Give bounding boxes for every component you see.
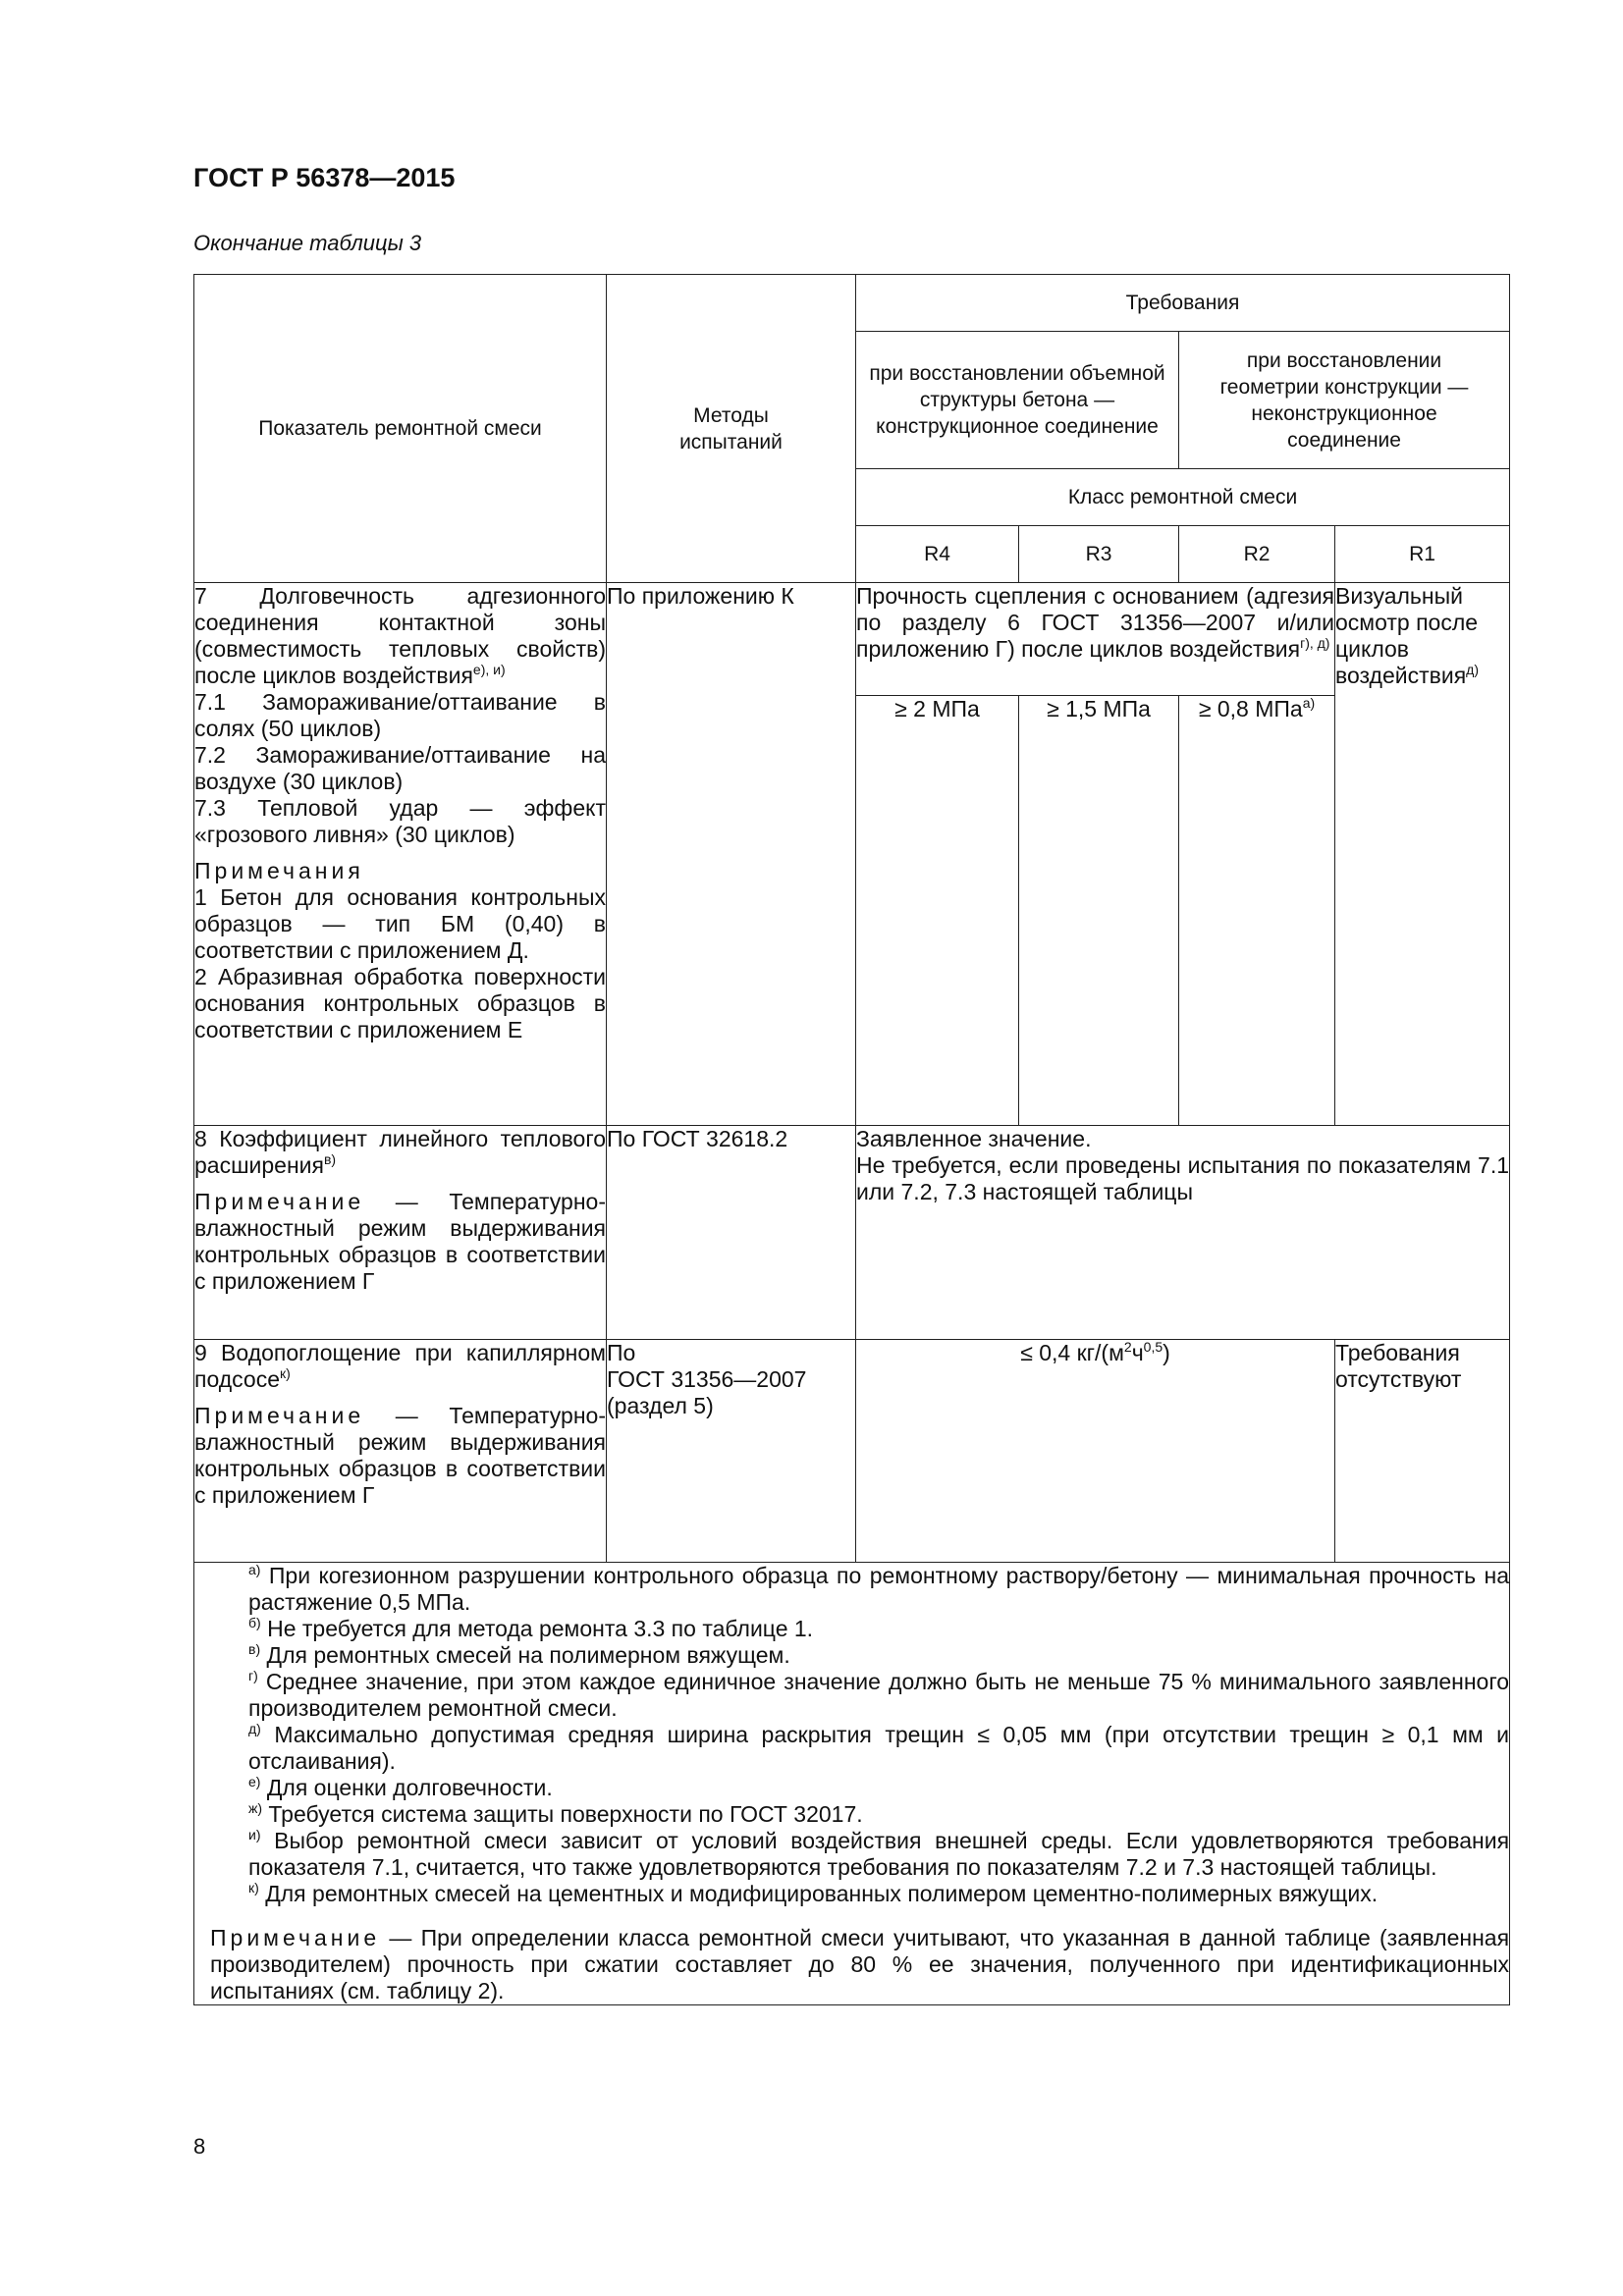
row8-indicator: 8 Коэффициент линейного теплового расширения$^{в)}$ Примечание — Температурно-влажностный режим выдерживания контрольных образцов в соответствии с приложением Г — [194, 1126, 607, 1340]
row7-r4: ≥ 2 МПа — [856, 696, 1019, 1126]
header-class: Класс ремонтной смеси — [856, 469, 1510, 526]
footnote-b: $^{б)}$ Не требуется для метода ремонта 3.3 по таблице 1. — [248, 1615, 814, 1641]
row7-r3: ≥ 1,5 МПа — [1019, 696, 1179, 1126]
row9-requirement: ≤ 0,4 $кг/(м^2ч^{0,5})$ — [856, 1340, 1335, 1563]
header-requirements: Требования — [856, 275, 1510, 332]
header-methods: Методы испытаний — [607, 275, 856, 583]
row7-r1: Визуальный осмотр после циклов воздействия$^{д)}$ — [1335, 583, 1510, 1126]
row9-indicator: 9 Водопоглощение при капиллярном подсосе$^{к)}$ Примечание — Температурно-влажностный режим выдерживания контрольных образцов в соответствии с приложением Г — [194, 1340, 607, 1563]
final-note: Примечание — При определении класса ремонтной смеси учитывают, что указанная в данной таблице (заявленная производителем) прочность при сжатии составляет до 80 % ее значения, полученного при идентификационных испытаниях (см. таблицу 2). — [210, 1925, 1510, 2003]
footnote-k: $^{к)}$ Для ремонтных смесей на цементных и модифицированных полимером цементно-полимерных вяжущих. — [248, 1880, 1379, 1906]
footnote-d: $^{д)}$ Максимально допустимая средняя ширина раскрытия трещин ≤ 0,05 мм (при отсутствии трещин ≥ 0,1 мм и отслаивания). — [248, 1721, 1510, 1774]
document-title: ГОСТ Р 56378—2015 — [193, 163, 456, 192]
footnote-zh: $^{ж)}$ Требуется система защиты поверхности по ГОСТ 32017. — [248, 1800, 863, 1827]
row8-method: По ГОСТ 32618.2 — [607, 1126, 856, 1340]
class-r4: R4 — [856, 526, 1019, 583]
row7-r2: ≥ 0,8 МПа$^{а)}$ — [1179, 696, 1335, 1126]
footnote-i: $^{и)}$ Выбор ремонтной смеси зависит от условий воздействия внешней среды. Если удовлетворяются требования показателя 7.1, считается, что также удовлетворяются требования по показателям 7.2 и 7.3 настоящей таблицы. — [248, 1827, 1510, 1880]
table-footnotes — [194, 1563, 1510, 2005]
footnote-g: $^{г)}$ Среднее значение, при этом каждое единичное значение должно быть не меньше 75 % минимального заявленного производителем ремонтной смеси. — [248, 1668, 1510, 1721]
row7-requirement: Прочность сцепления с основанием (адгезия по разделу 6 ГОСТ 31356—2007 и/или приложению Г) после циклов воздействия$^{г), д)}$ — [856, 583, 1335, 696]
row8-requirement: Заявленное значение. Не требуется, если проведены испытания по показателям 7.1 или 7.2, 7.3 настоящей таблицы — [856, 1126, 1510, 1340]
class-r2: R2 — [1179, 526, 1335, 583]
class-r3: R3 — [1019, 526, 1179, 583]
footnote-v: $^{в)}$ Для ремонтных смесей на полимерном вяжущем. — [248, 1641, 790, 1668]
header-group-volume: при восстановлении объемной структуры бетона — конструкционное соединение — [856, 332, 1179, 469]
class-r1: R1 — [1335, 526, 1510, 583]
row9-r1: Требования отсутствуют — [1335, 1340, 1510, 1563]
page-number: 8 — [193, 2134, 206, 2159]
footnote-e: $^{е)}$ Для оценки долговечности. — [248, 1774, 553, 1800]
row9-method: По ГОСТ 31356—2007 (раздел 5) — [607, 1340, 856, 1563]
header-group-geometry: при восстановлении геометрии конструкции — неконструкционное соединение — [1179, 332, 1510, 469]
table-continuation-caption: Окончание таблицы 3 — [193, 231, 422, 255]
header-indicator: Показатель ремонтной смеси — [194, 275, 607, 583]
row7-method: По приложению К — [607, 583, 856, 1126]
row7-indicator: 7 Долговечность адгезионного соединения контактной зоны (совместимость тепловых свойств) после циклов воздействия$^{е), и)}$ 7.1 Замораживание/оттаивание в солях (50 циклов) 7.2 Замораживание/оттаивание на воздухе (30 циклов) 7.3 Тепловой удар — эффект «грозового ливня» (30 циклов) Примечания 1 Бетон для основания контрольных образцов — тип БМ (0,40) в соответствии с приложением Д. 2 Абразивная обработка поверхности основания контрольных образцов в соответствии с приложением Е — [194, 583, 607, 1126]
requirements-table — [193, 274, 1510, 2005]
footnote-a: $^{а)}$ При когезионном разрушении контрольного образца по ремонтному раствору/бетону — минимальная прочность на растяжение 0,5 МПа. — [248, 1562, 1510, 1615]
